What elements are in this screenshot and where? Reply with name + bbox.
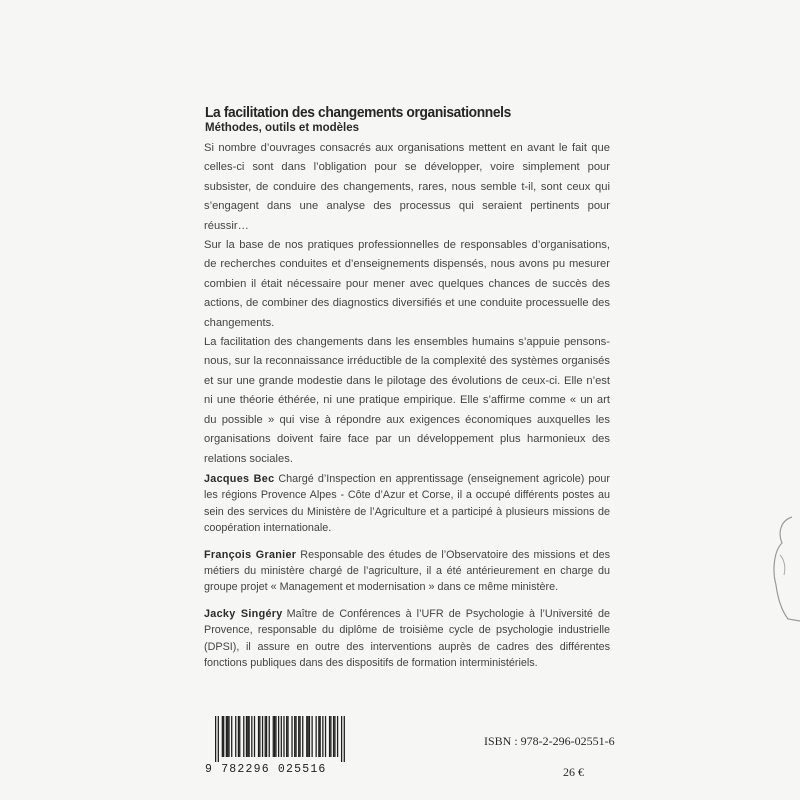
barcode-bar xyxy=(238,716,239,757)
barcode-bar xyxy=(249,716,250,757)
barcode-bar xyxy=(247,716,248,757)
barcode-bar xyxy=(258,716,259,757)
barcode-bar xyxy=(344,716,345,762)
barcode-bar xyxy=(333,716,334,757)
author-bio xyxy=(204,471,610,537)
summary-paragraph: Si nombre d’ouvrages consacrés aux organisations mettent en avant le fait que celles-ci sont dans l’obligation pour se développer, voire simplement pour subsister, de conduire des changements, rares, nous semble t-il, sont ceux qui s’engagent dans une analyse des processus qui seraient pertinents pour réussir… xyxy=(204,142,610,232)
barcode-bar xyxy=(306,716,307,757)
barcode-bar xyxy=(302,716,303,757)
barcode-bar xyxy=(325,716,326,757)
summary-paragraph: Sur la base de nos pratiques professionnelles de responsables d’organisations, de recherches conduites et d’enseignements dispensés, nous avons pu mesurer combien il était nécessaire pour mener avec quelques chances de succès des actions, de combiner des diagnostics diversifiés et une conduite processuelle des changements. xyxy=(204,239,610,329)
barcode-bar xyxy=(215,716,216,762)
barcode-bar xyxy=(235,716,236,757)
barcode-bar xyxy=(283,716,284,757)
barcode-bar xyxy=(286,716,287,757)
barcode-bar xyxy=(320,716,321,757)
barcode-bar xyxy=(265,716,266,757)
author-bio-text: Chargé d’Inspection en apprentissage (enseignement agricole) pour les régions Provence Alpes - Côte d’Azur et Corse, il a occupé différents postes au sein des services du Ministère de l’Agriculture et a participé à plusieurs missions de coopération internationale. xyxy=(204,473,610,535)
barcode-bar xyxy=(287,716,288,757)
barcode-bar xyxy=(262,716,263,757)
barcode-digits: 9 782296 025516 xyxy=(205,763,327,776)
barcode-bar xyxy=(322,716,323,757)
barcode-bar xyxy=(246,716,247,757)
barcode-bar xyxy=(295,716,296,757)
barcode-bar xyxy=(226,716,227,757)
barcode-bar xyxy=(341,716,342,762)
barcode-bar xyxy=(307,716,308,757)
barcode-bar xyxy=(273,716,274,757)
barcode-bar xyxy=(278,716,279,757)
summary-paragraph: La facilitation des changements dans les ensembles humains s’appuie pensons-nous, sur la reconnaissance irréductible de la complexité des systèmes organisés et sur une grande modestie dans le pilotage des évolutions de ceux-ci. Elle n’est ni une théorie éthérée, ni une pratique empirique. Elle s’affirme comme « un art du possible » qui vise à répondre aux exigences économiques auxquelles les organisations doivent faire face par un développement plus harmonieux des relations sociales. xyxy=(204,336,610,465)
author-name: Jacques Bec xyxy=(204,473,275,485)
summary-text xyxy=(204,139,610,469)
barcode-bar xyxy=(239,716,240,757)
barcode-bar xyxy=(294,716,295,757)
author-bio-text: Maître de Conférences à l’UFR de Psychologie à l’Université de Provence, responsable du diplôme de troisième cycle de psychologie industrielle (DPSI), il assure en outre des interventions auprès de cadres des différentes fonctions publiques dans des dispositifs de formation interministériels. xyxy=(204,607,610,670)
figure-sketch-illustration xyxy=(770,515,800,625)
barcode-bar xyxy=(222,716,223,757)
barcode-bar xyxy=(223,716,224,757)
barcode-bar xyxy=(291,716,292,757)
barcode-bar xyxy=(309,716,310,757)
book-subtitle: Méthodes, outils et modèles xyxy=(205,122,359,134)
barcode-bar xyxy=(275,716,276,757)
price-label: 26 € xyxy=(563,765,584,779)
author-bio-text: Responsable des études de l’Observatoire des missions et des métiers du ministère chargé de l’agriculture, il a été antérieurement en charge du groupe projet « Management et modernisation » dans ce même ministère. xyxy=(204,548,610,594)
barcode-bar xyxy=(298,716,299,757)
barcode-bar xyxy=(254,716,255,757)
barcode-bar xyxy=(330,716,331,757)
barcode-bar xyxy=(231,716,232,757)
barcode xyxy=(205,716,353,786)
author-bio xyxy=(204,606,610,672)
barcode-bar xyxy=(243,716,244,757)
barcode-bar xyxy=(281,716,282,757)
barcode-bar xyxy=(337,716,338,757)
book-title: La facilitation des changements organisationnels xyxy=(205,104,511,121)
barcode-bar xyxy=(318,716,319,757)
barcode-bars xyxy=(215,716,345,762)
barcode-bar xyxy=(274,716,275,757)
barcode-bar xyxy=(259,716,260,757)
barcode-bar xyxy=(299,716,300,757)
barcode-bar xyxy=(329,716,330,757)
barcode-bar xyxy=(269,716,270,757)
author-name: François Granier xyxy=(204,548,297,561)
author-bios xyxy=(204,471,610,681)
barcode-bar xyxy=(334,716,335,757)
author-bio xyxy=(204,547,610,596)
barcode-bar xyxy=(316,716,317,757)
barcode-bar xyxy=(311,716,312,757)
barcode-bar xyxy=(251,716,252,757)
author-name: Jacky Singéry xyxy=(204,607,283,620)
barcode-bar xyxy=(227,716,228,757)
barcode-bar xyxy=(266,716,267,757)
isbn-label: ISBN : 978-2-296-02551-6 xyxy=(484,734,615,748)
barcode-bar xyxy=(218,716,219,762)
barcode-bar xyxy=(228,716,229,757)
